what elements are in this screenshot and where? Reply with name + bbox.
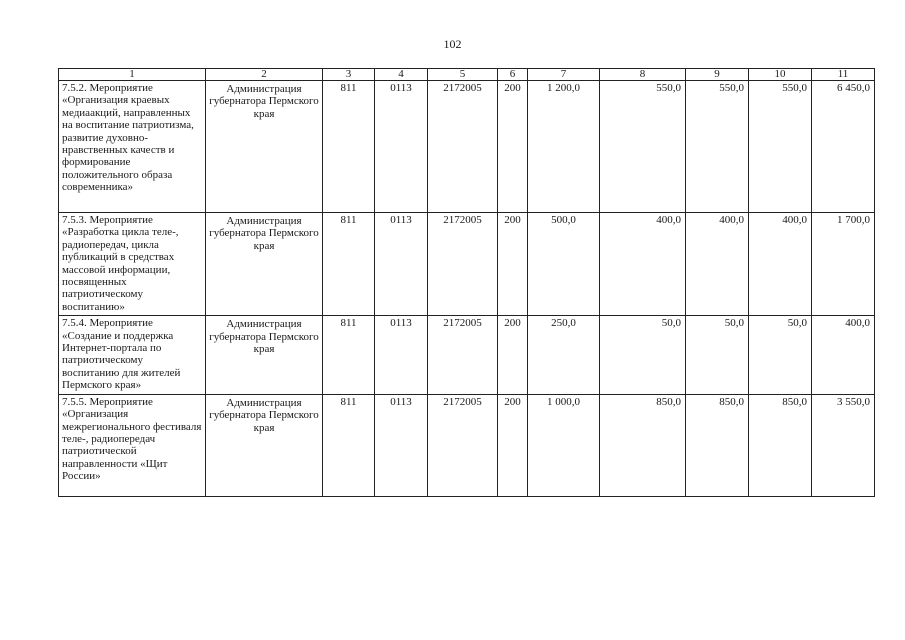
table-row xyxy=(59,394,875,496)
amount-cell: 850,0 xyxy=(749,394,812,496)
amount-cell: 250,0 xyxy=(528,316,600,394)
activity-cell: 7.5.3. Мероприятие «Разработка цикла теле-, радиопередач, цикла публикаций в средствах массовой информации, посвященных патриотическому воспитанию» xyxy=(59,213,206,316)
column-header: 1 xyxy=(59,69,206,81)
code-cell: 811 xyxy=(323,316,375,394)
amount-cell: 850,0 xyxy=(600,394,686,496)
amount-cell: 550,0 xyxy=(600,81,686,213)
organization-cell: Администрация губернатора Пермского края xyxy=(206,81,323,213)
table-row xyxy=(59,213,875,316)
section-code-cell: 0113 xyxy=(375,316,428,394)
table-row xyxy=(59,81,875,213)
total-cell: 1 700,0 xyxy=(812,213,875,316)
total-cell: 6 450,0 xyxy=(812,81,875,213)
column-header: 7 xyxy=(528,69,600,81)
organization-cell: Администрация губернатора Пермского края xyxy=(206,213,323,316)
expense-type-cell: 200 xyxy=(498,394,528,496)
activity-cell: 7.5.5. Мероприятие «Организация межрегионального фестиваля теле-, радиопередач патриотической направленности «Щит России» xyxy=(59,394,206,496)
amount-cell: 50,0 xyxy=(686,316,749,394)
column-header: 5 xyxy=(428,69,498,81)
amount-cell: 400,0 xyxy=(749,213,812,316)
code-cell: 811 xyxy=(323,213,375,316)
amount-cell: 500,0 xyxy=(528,213,600,316)
amount-cell: 1 200,0 xyxy=(528,81,600,213)
activity-cell: 7.5.2. Мероприятие «Организация краевых медиаакций, направленных на воспитание патриотизма, развитие духовно-нравственных качеств и формирование положительного образа современника» xyxy=(59,81,206,213)
target-code-cell: 2172005 xyxy=(428,316,498,394)
page-number: 102 xyxy=(443,37,462,51)
amount-cell: 400,0 xyxy=(600,213,686,316)
amount-cell: 550,0 xyxy=(686,81,749,213)
target-code-cell: 2172005 xyxy=(428,213,498,316)
amount-cell: 550,0 xyxy=(749,81,812,213)
expense-type-cell: 200 xyxy=(498,213,528,316)
column-header: 2 xyxy=(206,69,323,81)
organization-cell: Администрация губернатора Пермского края xyxy=(206,394,323,496)
section-code-cell: 0113 xyxy=(375,394,428,496)
table-row xyxy=(59,316,875,394)
column-header: 11 xyxy=(812,69,875,81)
amount-cell: 850,0 xyxy=(686,394,749,496)
section-code-cell: 0113 xyxy=(375,213,428,316)
column-header: 10 xyxy=(749,69,812,81)
amount-cell: 50,0 xyxy=(749,316,812,394)
budget-table xyxy=(58,68,875,497)
expense-type-cell: 200 xyxy=(498,316,528,394)
amount-cell: 400,0 xyxy=(686,213,749,316)
amount-cell: 50,0 xyxy=(600,316,686,394)
target-code-cell: 2172005 xyxy=(428,81,498,213)
header-row xyxy=(59,69,875,81)
column-header: 6 xyxy=(498,69,528,81)
activity-cell: 7.5.4. Мероприятие «Создание и поддержка Интернет-портала по патриотическому воспитанию для жителей Пермского края» xyxy=(59,316,206,394)
total-cell: 3 550,0 xyxy=(812,394,875,496)
total-cell: 400,0 xyxy=(812,316,875,394)
amount-cell: 1 000,0 xyxy=(528,394,600,496)
expense-type-cell: 200 xyxy=(498,81,528,213)
column-header: 8 xyxy=(600,69,686,81)
code-cell: 811 xyxy=(323,81,375,213)
column-header: 4 xyxy=(375,69,428,81)
column-header: 9 xyxy=(686,69,749,81)
target-code-cell: 2172005 xyxy=(428,394,498,496)
code-cell: 811 xyxy=(323,394,375,496)
column-header: 3 xyxy=(323,69,375,81)
organization-cell: Администрация губернатора Пермского края xyxy=(206,316,323,394)
section-code-cell: 0113 xyxy=(375,81,428,213)
